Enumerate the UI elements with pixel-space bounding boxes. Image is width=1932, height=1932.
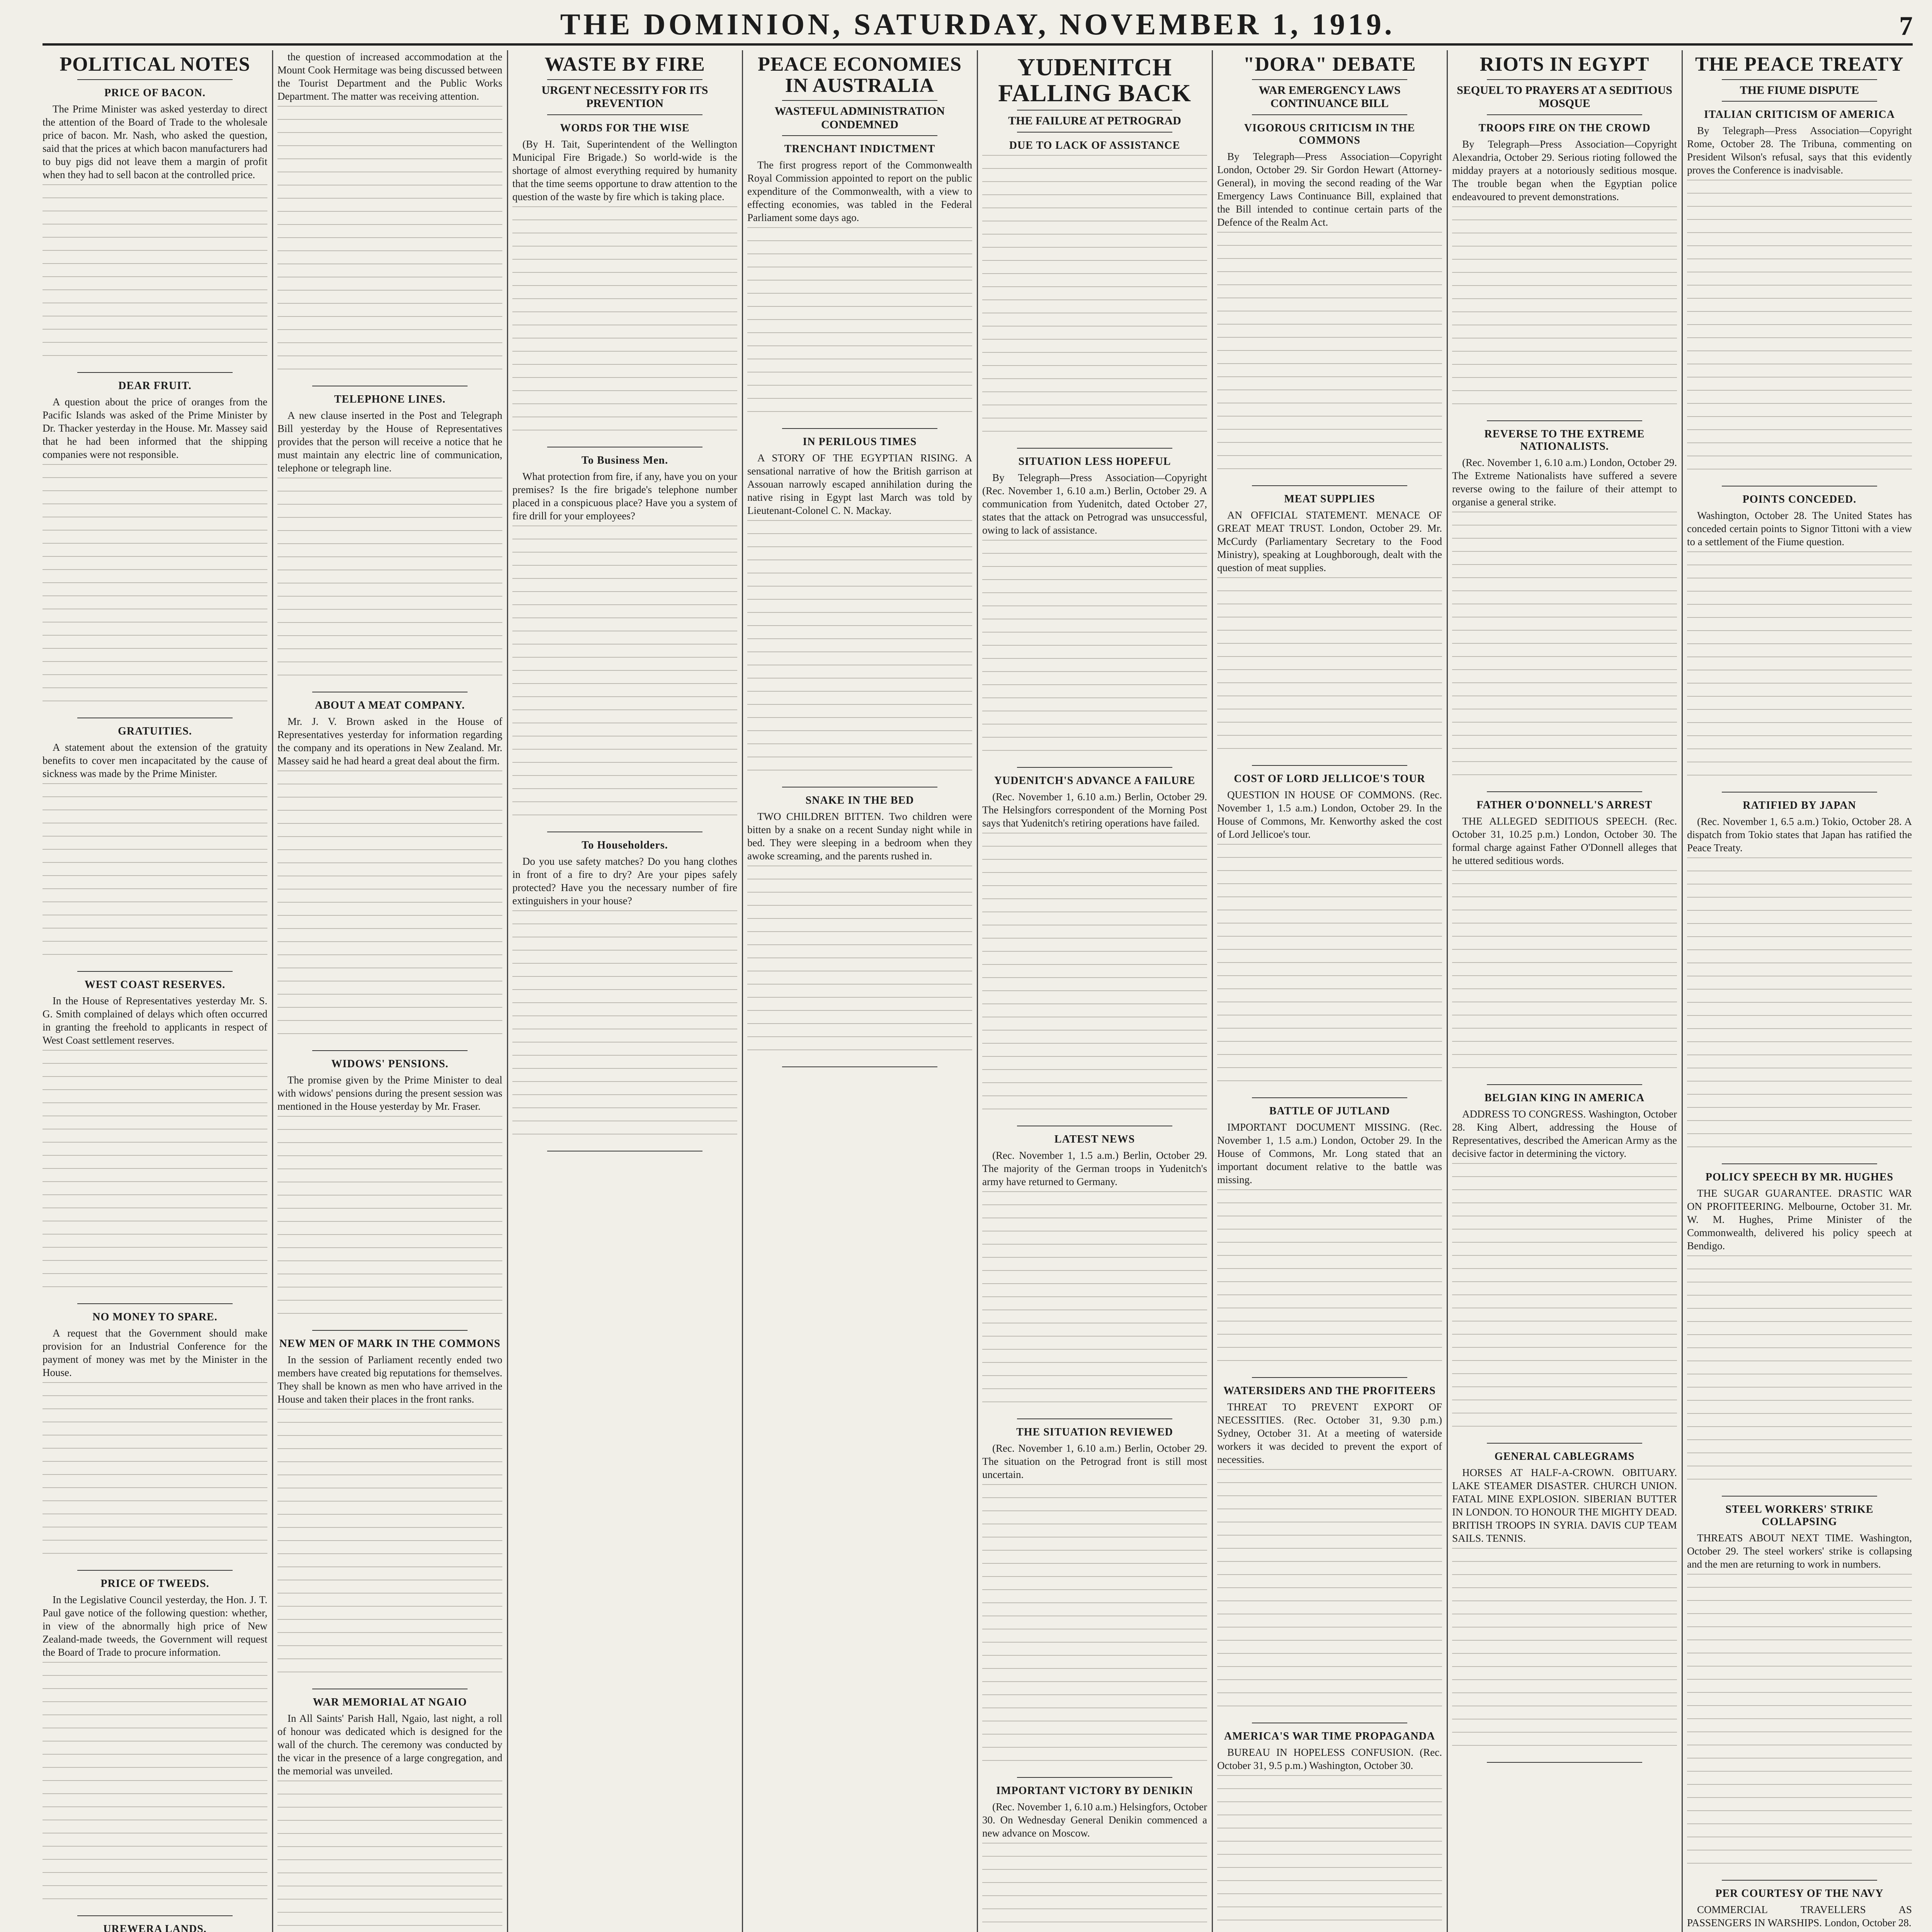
body-text-lines	[747, 227, 972, 424]
article-text: Do you use safety matches? Do you hang clothes in front of a fire to dry? Are your pipes safely protected? Have you the necessary number of fire extinguishers in your house?	[512, 855, 737, 906]
article-text: By Telegraph—Press Association—Copyright Rome, October 28. The Tribuna, commenting on President Wilson's refusal, says that this evidently proves the Conference is inadvisable.	[1687, 125, 1912, 176]
body-text-lines	[1217, 1775, 1442, 1932]
deck: SEQUEL TO PRAYERS AT A SEDITIOUS MOSQUE	[1457, 83, 1672, 110]
masthead-title: THE DOMINION, SATURDAY, NOVEMBER 1, 1919.	[560, 7, 1395, 41]
article-text: (Rec. November 1, 6.10 a.m.) London, October 29. The Extreme Nationalists have suffered a severe reverse owing to the failure of their attempt to organise a general strike.	[1452, 456, 1677, 508]
article-text: THE SUGAR GUARANTEE. DRASTIC WAR ON PROFITEERING. Melbourne, October 31. Mr. W. M. Hughes, Prime Minister of the Commonwealth, delivered his policy speech at Bendigo.	[1687, 1187, 1912, 1252]
article-text: The first progress report of the Commonwealth Royal Commission appointed to report on the public expenditure of the Commonwealth, with a view to effecting economies, was tabled in the Federal Parliament some days ago.	[747, 159, 972, 224]
headline-rule	[782, 100, 937, 101]
body-text-lines	[43, 1382, 267, 1566]
column-7	[1452, 50, 1677, 1932]
article-text: IMPORTANT DOCUMENT MISSING. (Rec. November 1, 1.5 a.m.) London, October 29. In the House of Commons, Mr. Long stated that an important document relative to the battle was missing.	[1217, 1121, 1442, 1185]
section-heading: ABOUT A MEAT COMPANY.	[315, 699, 465, 711]
article-separator	[312, 1050, 468, 1051]
section-heading: GRATUITIES.	[118, 725, 192, 737]
article-separator	[77, 1915, 233, 1916]
section-heading: AMERICA'S WAR TIME PROPAGANDA	[1224, 1730, 1435, 1742]
article-separator	[1017, 767, 1172, 768]
article-text: (Rec. November 1, 6.5 a.m.) Tokio, October 28. A dispatch from Tokio states that Japan has ratified the Peace Treaty.	[1687, 816, 1912, 854]
section-heading: To Householders.	[582, 839, 668, 851]
column-rule	[1447, 50, 1448, 1932]
article-separator	[77, 971, 233, 972]
article-text: (Rec. November 1, 6.10 a.m.) Berlin, October 29. The situation on the Petrograd front is still most uncertain.	[982, 1442, 1207, 1480]
body-text-lines	[982, 1843, 1207, 1932]
article-separator	[1487, 791, 1642, 792]
section-heading: To Business Men.	[581, 454, 668, 466]
article-separator	[1722, 1496, 1877, 1497]
article-text: (Rec. November 1, 6.10 a.m.) Helsingfors, October 30. On Wednesday General Denikin commenced a new advance on Moscow.	[982, 1801, 1207, 1839]
article-text: A request that the Government should make provision for an Industrial Conference for the payment of money was met by the Minister in the House.	[43, 1327, 267, 1378]
deck-rule	[1017, 132, 1172, 133]
section-heading: WORDS FOR THE WISE	[560, 122, 690, 134]
section-heading: IMPORTANT VICTORY BY DENIKIN	[996, 1784, 1193, 1797]
body-text-lines	[1452, 1163, 1677, 1439]
article-text: AN OFFICIAL STATEMENT. MENACE OF GREAT MEAT TRUST. London, October 29. Mr. McCurdy (Parliamentary Secretary to the Food Ministry), speaking at Loughborough, dealt with the question of meat supplies.	[1217, 509, 1442, 573]
headline-rule	[1017, 110, 1172, 111]
section-heading: PER COURTESY OF THE NAVY	[1715, 1888, 1884, 1900]
masthead-rule	[43, 43, 1913, 46]
article-text: ADDRESS TO CONGRESS. Washington, October 28. King Albert, addressing the House of Representatives, described the American Army as the decisive factor in determining the victory.	[1452, 1108, 1677, 1159]
article-separator	[1017, 1418, 1172, 1419]
article-separator	[1252, 485, 1407, 486]
deck-rule	[782, 135, 937, 136]
headline-rule	[1487, 79, 1642, 80]
body-text-lines	[277, 770, 502, 1046]
headline: POLITICAL NOTES	[60, 53, 250, 75]
headline-rule	[1722, 79, 1877, 80]
section-heading: ITALIAN CRITICISM OF AMERICA	[1704, 109, 1895, 121]
body-text-lines	[982, 1191, 1207, 1415]
headline: "DORA" DEBATE	[1243, 53, 1416, 75]
section-heading: POLICY SPEECH BY MR. HUGHES	[1705, 1171, 1894, 1184]
section-heading: UREWERA LANDS.	[103, 1923, 207, 1932]
section-heading: RATIFIED BY JAPAN	[1743, 799, 1856, 812]
deck: THE FIUME DISPUTE	[1740, 83, 1859, 97]
article-separator	[1017, 1777, 1172, 1778]
body-text-lines	[1217, 1469, 1442, 1719]
section-heading: YUDENITCH'S ADVANCE A FAILURE	[994, 774, 1196, 787]
column-2	[277, 50, 502, 1932]
column-3	[512, 50, 737, 1932]
body-text-lines	[1217, 577, 1442, 761]
article-text: COMMERCIAL TRAVELLERS AS PASSENGERS IN WARSHIPS. London, October 28.	[1687, 1904, 1912, 1929]
article-separator	[312, 1330, 468, 1331]
article-text: By Telegraph—Press Association—Copyright London, October 29. Sir Gordon Hewart (Attorney-General), in moving the second reading of the War Emergency Laws Continuance Bill, explained that the Bill intended to continue certain parts of the Defence of the Realm Act.	[1217, 150, 1442, 228]
section-heading: PRICE OF BACON.	[104, 87, 206, 99]
article-text: QUESTION IN HOUSE OF COMMONS. (Rec. November 1, 1.5 a.m.) London, October 29. In the House of Commons, Mr. Kenworthy asked the cost of Lord Jellicoe's tour.	[1217, 789, 1442, 840]
section-heading: DEAR FRUIT.	[118, 379, 192, 392]
article-text: (By H. Tait, Superintendent of the Wellington Municipal Fire Brigade.) So world-wide is the shortage of almost everything required by humanity that the time seems opportune to draw attention to the question of the waste by fire which is taking place.	[512, 138, 737, 202]
headline: WASTE BY FIRE	[544, 53, 705, 75]
body-text-lines	[43, 184, 267, 368]
article-text: In the Legislative Council yesterday, the Hon. J. T. Paul gave notice of the following question: whether, in view of the abnormally high price of New Zealand-made tweeds, the Government will request the Board of Trade to procure information.	[43, 1594, 267, 1658]
body-text-lines	[982, 155, 1207, 444]
article-text: A new clause inserted in the Post and Telegraph Bill yesterday by the House of Representatives provides that the person will receive a notice that he must maintain any electric line of communication, telephone or telegraph line.	[277, 410, 502, 474]
deck-rule	[1722, 101, 1877, 102]
deck: THE FAILURE AT PETROGRAD	[1008, 114, 1181, 128]
body-text-lines	[1452, 206, 1677, 417]
article-separator	[1252, 765, 1407, 766]
deck: WASTEFUL ADMINISTRATION CONDEMNED	[774, 105, 945, 131]
section-heading: THE SITUATION REVIEWED	[1016, 1426, 1173, 1438]
column-6	[1217, 50, 1442, 1932]
article-text: A question about the price of oranges from the Pacific Islands was asked of the Prime Minister by Dr. Thacker yesterday in the House. Mr. Massey said that he had been informed that the shipping companies were not responsible.	[43, 396, 267, 460]
body-text-lines	[512, 910, 737, 1147]
article-text: BUREAU IN HOPELESS CONFUSION. (Rec. October 31, 9.5 p.m.) Washington, October 30.	[1217, 1746, 1442, 1771]
section-heading: SITUATION LESS HOPEFUL	[1018, 455, 1171, 468]
body-text-lines	[982, 540, 1207, 763]
article-text: THE ALLEGED SEDITIOUS SPEECH. (Rec. October 31, 10.25 p.m.) London, October 30. The formal charge against Father O'Donnell alleges that he uttered seditious words.	[1452, 815, 1677, 866]
article-separator	[1722, 792, 1877, 793]
body-text-lines	[512, 206, 737, 443]
deck-rule	[1487, 114, 1642, 115]
article-text: A STORY OF THE EGYPTIAN RISING. A sensational narrative of how the British garrison at Assouan narrowly escaped annihilation during the native rising in Egypt last March was told by Lieutenant-Colonel C. N. Mackay.	[747, 452, 972, 517]
section-heading: FATHER O'DONNELL'S ARREST	[1476, 799, 1653, 811]
section-heading: TRENCHANT INDICTMENT	[784, 143, 935, 155]
article-text: THREATS ABOUT NEXT TIME. Washington, October 29. The steel workers' strike is collapsing and the men are returning to work in numbers.	[1687, 1532, 1912, 1570]
article-text: By Telegraph—Press Association—Copyright Alexandria, October 29. Serious rioting followed the midday prayers at a notoriously seditious mosque. The trouble began when the Egyptian police endeavoured to prevent demonstrations.	[1452, 138, 1677, 202]
body-text-lines	[277, 1781, 502, 1932]
article-separator	[1487, 420, 1642, 421]
section-heading: NEW MEN OF MARK IN THE COMMONS	[279, 1338, 501, 1350]
deck: URGENT NECESSITY FOR ITS PREVENTION	[541, 83, 708, 110]
section-heading: IN PERILOUS TIMES	[803, 436, 917, 448]
article-text: (Rec. November 1, 6.10 a.m.) Berlin, October 29. The Helsingfors correspondent of the Morning Post says that Yudenitch's retiring operations have failed.	[982, 791, 1207, 829]
article-separator	[1722, 1880, 1877, 1881]
section-heading: COST OF LORD JELLICOE'S TOUR	[1234, 772, 1425, 785]
body-text-lines	[747, 520, 972, 783]
column-rule	[272, 50, 273, 1932]
article-text: In All Saints' Parish Hall, Ngaio, last night, a roll of honour was dedicated which is designed for the wall of the church. The ceremony was conducted by the vicar in the presence of a large congregation, and the memorial was unveiled.	[277, 1713, 502, 1777]
section-heading: BATTLE OF JUTLAND	[1269, 1105, 1390, 1117]
column-1	[43, 50, 267, 1932]
article-text: The promise given by the Prime Minister to deal with widows' pensions during the present session was mentioned in the House yesterday by Mr. Fraser.	[277, 1074, 502, 1112]
body-text-lines	[277, 106, 502, 382]
article-text: the question of increased accommodation at the Mount Cook Hermitage was being discussed between the Tourist Department and the Public Works Department. The matter was receiving attention.	[277, 51, 502, 102]
article-text: HORSES AT HALF-A-CROWN. OBITUARY. LAKE STEAMER DISASTER. CHURCH UNION. FATAL MINE EXPLOSION. SIBERIAN BUTTER IN LONDON. TO HONOUR THE MIGHTY DEAD. BRITISH TROOPS IN SYRIA. DAVIS CUP TEAM SAILS. TENNIS.	[1452, 1466, 1677, 1544]
body-text-lines	[277, 478, 502, 688]
page-number: 7	[1899, 11, 1913, 41]
body-text-lines	[1217, 844, 1442, 1094]
column-rule	[977, 50, 978, 1932]
column-8	[1687, 50, 1912, 1932]
headline: PEACE ECONOMIES IN AUSTRALIA	[758, 53, 962, 97]
body-text-lines	[1452, 1548, 1677, 1758]
section-heading: WEST COAST RESERVES.	[84, 978, 226, 991]
body-text-lines	[1687, 1574, 1912, 1876]
article-separator	[782, 1066, 937, 1067]
body-text-lines	[512, 526, 737, 828]
section-heading: STEEL WORKERS' STRIKE COLLAPSING	[1725, 1503, 1874, 1528]
article-text: (Rec. November 1, 1.5 a.m.) Berlin, October 29. The majority of the German troops in Yudenitch's army have returned to Germany.	[982, 1149, 1207, 1187]
article-text: In the House of Representatives yesterday Mr. S. G. Smith complained of delays which often occurred in granting the freehold to applicants in respect of West Coast settlement reserves.	[43, 995, 267, 1046]
body-text-lines	[277, 1409, 502, 1685]
body-text-lines	[1687, 180, 1912, 482]
body-text-lines	[277, 1116, 502, 1326]
section-heading: DUE TO LACK OF ASSISTANCE	[1009, 139, 1180, 151]
section-heading: WIDOWS' PENSIONS.	[331, 1058, 449, 1070]
section-heading: TROOPS FIRE ON THE CROWD	[1478, 122, 1651, 134]
section-heading: REVERSE TO THE EXTREME NATIONALISTS.	[1484, 428, 1645, 452]
article-text: The Prime Minister was asked yesterday to direct the attention of the Board of Trade to the wholesale price of bacon. Mr. Nash, who asked the question, said that the prices at which bacon manufacturers had to buy pigs did not leave them a margin of profit when they had to sell bacon at the controlled price.	[43, 103, 267, 180]
article-text: A statement about the extension of the gratuity benefits to cover men incapacitated by the cause of sickness was made by the Prime Minister.	[43, 741, 267, 779]
deck: WAR EMERGENCY LAWS CONTINUANCE BILL	[1259, 83, 1401, 110]
article-separator	[1252, 1097, 1407, 1098]
body-text-lines	[1687, 1255, 1912, 1492]
deck-rule	[1252, 114, 1407, 115]
headline-rule	[547, 79, 702, 80]
section-heading: WATERSIDERS AND THE PROFITEERS	[1223, 1384, 1436, 1397]
body-text-lines	[1687, 551, 1912, 788]
deck-rule	[547, 114, 702, 115]
article-separator	[1252, 1377, 1407, 1378]
article-separator	[77, 1570, 233, 1571]
article-separator	[782, 428, 937, 429]
body-text-lines	[43, 1662, 267, 1912]
section-heading: GENERAL CABLEGRAMS	[1494, 1450, 1635, 1463]
body-text-lines	[747, 866, 972, 1063]
article-text: Washington, October 28. The United States has conceded certain points to Signor Tittoni with a view to a settlement of the Fiume question.	[1687, 510, 1912, 548]
article-text: THREAT TO PREVENT EXPORT OF NECESSITIES. (Rec. October 31, 9.30 p.m.) Sydney, October 31. At a meeting of waterside workers it was decided to prevent the export of necessities.	[1217, 1401, 1442, 1465]
section-heading: SNAKE IN THE BED	[805, 794, 914, 807]
body-text-lines	[1452, 512, 1677, 787]
article-separator	[1487, 1762, 1642, 1763]
body-text-lines	[1217, 1189, 1442, 1373]
article-separator	[1722, 1163, 1877, 1164]
section-heading: POINTS CONCEDED.	[1742, 493, 1857, 506]
body-text-lines	[43, 1050, 267, 1299]
column-rule	[507, 50, 508, 1932]
masthead	[43, 7, 1913, 43]
column-4	[747, 50, 972, 1932]
headline-rule	[1252, 79, 1407, 80]
body-text-lines	[1452, 870, 1677, 1080]
article-separator	[77, 372, 233, 373]
newspaper-page	[43, 50, 1913, 1932]
article-separator	[77, 1303, 233, 1304]
section-heading: BELGIAN KING IN AMERICA	[1484, 1092, 1645, 1104]
article-separator	[1487, 1443, 1642, 1444]
column-rule	[742, 50, 743, 1932]
section-heading: MEAT SUPPLIES	[1284, 493, 1375, 505]
body-text-lines	[1217, 232, 1442, 481]
column-5	[982, 50, 1207, 1932]
article-text: TWO CHILDREN BITTEN. Two children were bitten by a snake on a recent Sunday night while in bed. They were sleeping in a bedroom when they awoke screaming, and the parents rushed in.	[747, 811, 972, 862]
headline: YUDENITCH FALLING BACK	[998, 53, 1191, 107]
article-text: What protection from fire, if any, have you on your premises? Is the fire brigade's telephone number placed in a conspicuous place? Have you a system of fire drill for your employees?	[512, 470, 737, 522]
headline-rule	[77, 79, 233, 80]
article-separator	[1487, 1084, 1642, 1085]
section-heading: WAR MEMORIAL AT NGAIO	[313, 1696, 467, 1708]
section-heading: TELEPHONE LINES.	[334, 393, 446, 405]
body-text-lines	[43, 464, 267, 714]
section-heading: NO MONEY TO SPARE.	[92, 1311, 218, 1323]
section-heading: PRICE OF TWEEDS.	[100, 1577, 209, 1590]
column-rule	[1682, 50, 1683, 1932]
body-text-lines	[43, 783, 267, 967]
body-text-lines	[1687, 857, 1912, 1160]
body-text-lines	[982, 833, 1207, 1122]
headline: RIOTS IN EGYPT	[1480, 53, 1650, 75]
article-text: By Telegraph—Press Association—Copyright (Rec. November 1, 6.10 a.m.) Berlin, October 29. A communication from Yudenitch, dated October 27, states that the attack on Petrograd was unsuccessful, owing to lack of assistance.	[982, 471, 1207, 536]
column-rule	[1212, 50, 1213, 1932]
article-text: Mr. J. V. Brown asked in the House of Representatives yesterday for information regarding the company and its operations in New Zealand. Mr. Massey said he had heard a great deal about the firm.	[277, 716, 502, 767]
headline: THE PEACE TREATY	[1695, 53, 1904, 75]
article-text: In the session of Parliament recently ended two members have created big reputations for themselves. They shall be known as men who have arrived in the House and taken their places in the front ranks.	[277, 1354, 502, 1405]
article-separator	[1017, 448, 1172, 449]
section-heading: LATEST NEWS	[1054, 1133, 1135, 1145]
section-heading: VIGOROUS CRITICISM IN THE COMMONS	[1244, 122, 1415, 146]
body-text-lines	[982, 1484, 1207, 1773]
